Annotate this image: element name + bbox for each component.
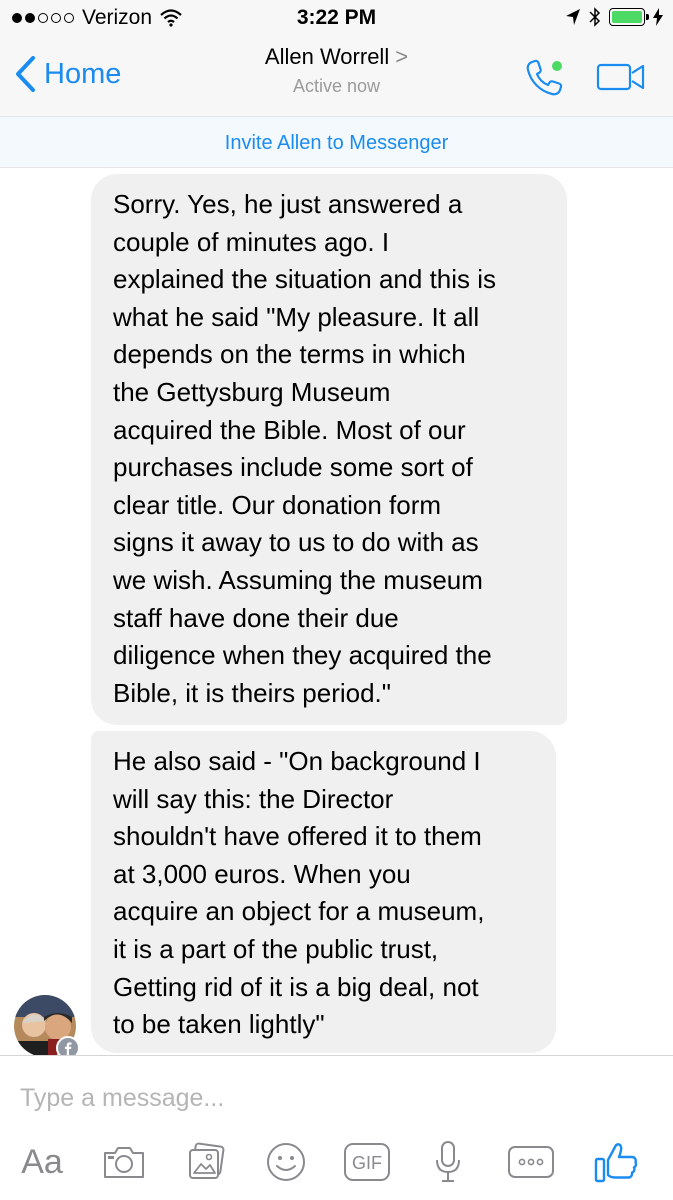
contact-status: Active now bbox=[292, 76, 381, 96]
bluetooth-icon bbox=[589, 7, 601, 27]
thumbs-up-icon bbox=[593, 1139, 639, 1185]
gallery-icon bbox=[186, 1142, 226, 1182]
contact-name-text: Allen Worrell bbox=[264, 44, 390, 69]
status-right bbox=[565, 7, 663, 27]
gif-label: GIF bbox=[352, 1153, 382, 1173]
location-arrow-icon bbox=[565, 8, 581, 26]
gif-icon bbox=[343, 1142, 391, 1182]
more-options-button[interactable] bbox=[506, 1138, 556, 1186]
camera-icon bbox=[102, 1144, 146, 1180]
chevron-right-icon: > bbox=[395, 44, 409, 69]
video-call-button[interactable] bbox=[596, 62, 646, 92]
navigation-bar bbox=[0, 36, 673, 116]
contact-name bbox=[0, 44, 673, 70]
more-dots-icon bbox=[507, 1145, 555, 1179]
gif-button[interactable] bbox=[342, 1138, 392, 1186]
status-bar bbox=[0, 0, 673, 36]
smiley-icon bbox=[265, 1141, 307, 1183]
emoji-button[interactable] bbox=[262, 1138, 310, 1186]
camera-button[interactable] bbox=[100, 1138, 148, 1186]
text-format-button[interactable] bbox=[18, 1138, 66, 1186]
message-input[interactable] bbox=[20, 1076, 650, 1120]
voice-message-button[interactable] bbox=[424, 1138, 472, 1186]
message-text: He also said - "On background I will say this: the Director shouldn't have offered it to them at 3,000 euros. When you acquire an object for a museum, it is a part of the public trust, Getting rid of it is a big deal, not to be taken lightly" bbox=[113, 746, 485, 1040]
message-bubble[interactable] bbox=[91, 731, 556, 1053]
status-time: 3:22 PM bbox=[296, 6, 377, 29]
invite-to-messenger-link[interactable]: Invite Allen to Messenger bbox=[0, 116, 673, 168]
composer bbox=[0, 1055, 673, 1200]
message-text: Sorry. Yes, he just answered a couple of minutes ago. I explained the situation and this is what he said "My pleasure. It all depends on the terms in which the Gettysburg Museum acquired the Bible. Most of our purchases include some sort of clear title. Our donation form signs it away to us to do with as we wish. Assuming the museum staff have done their due diligence when they acquired the Bible, it is theirs period." bbox=[113, 189, 497, 708]
aa-label: Aa bbox=[21, 1142, 63, 1181]
carrier-label: Verizon bbox=[82, 6, 153, 29]
battery-icon bbox=[609, 8, 645, 26]
active-dot bbox=[552, 61, 562, 71]
contact-header[interactable] bbox=[0, 44, 673, 97]
back-label: Home bbox=[44, 57, 122, 90]
photo-gallery-button[interactable] bbox=[182, 1138, 230, 1186]
charging-icon bbox=[653, 8, 663, 26]
phone-call-button[interactable] bbox=[524, 58, 566, 98]
message-bubble[interactable] bbox=[91, 174, 567, 725]
like-button[interactable] bbox=[590, 1138, 642, 1186]
microphone-icon bbox=[433, 1140, 463, 1184]
